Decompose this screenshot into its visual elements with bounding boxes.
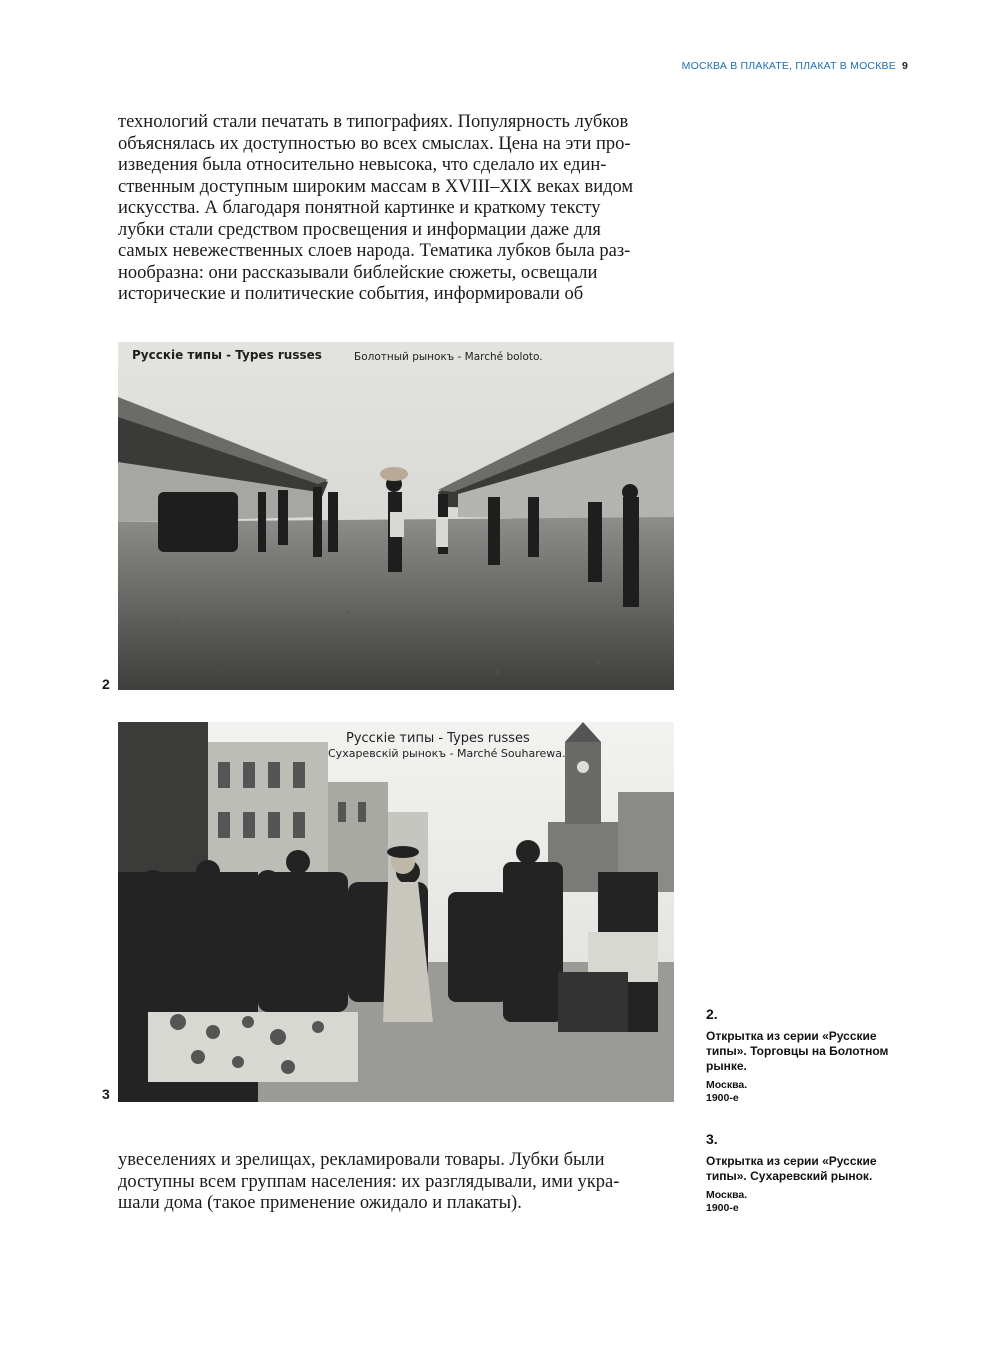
caption-place: Москва.: [706, 1189, 748, 1201]
text-line: объяснялась их доступностью во всех смыслах. Цена на эти про-: [118, 133, 631, 154]
text-line: нообразна: они рассказывали библейские сюжеты, освещали: [118, 262, 598, 283]
market-photo-illustration: [118, 722, 674, 1102]
figure-caption-3: [706, 1131, 916, 1215]
caption-title: Открытка из серии «Русские типы». Сухаревский рынок.: [706, 1154, 877, 1183]
figure-number: 2: [102, 676, 110, 692]
text-line: изведения была относительно невысока, что сделало их един-: [118, 155, 607, 175]
page-number: 9: [901, 60, 908, 72]
text-line: шали дома (такое применение ожидало и плакаты).: [118, 1193, 522, 1213]
text-line: увеселениях и зрелищах, рекламировали товары. Лубки были: [118, 1150, 605, 1170]
caption-place: Москва.: [706, 1079, 748, 1091]
figure-number: 3: [102, 1086, 110, 1102]
body-text-bottom: [118, 1150, 678, 1215]
text-line: технологий стали печатать в типографиях. Популярность лубков: [118, 112, 629, 132]
photo-caption-place: Болотный рынокъ - Marché boloto.: [354, 351, 543, 363]
running-head: [640, 60, 908, 72]
figure-caption-2: [706, 1006, 916, 1105]
caption-number: 3.: [706, 1131, 718, 1147]
running-title: МОСКВА В ПЛАКАТЕ, ПЛАКАТ В МОСКВЕ: [681, 60, 896, 72]
text-line: доступны всем группам населения: их разглядывали, ими укра-: [118, 1171, 620, 1192]
photo-bolotny-market: [118, 342, 674, 690]
text-line: исторические и политические события, информировали об: [118, 284, 584, 304]
text-line: самых невежественных слоев народа. Тематика лубков была раз-: [118, 241, 631, 261]
body-text-top: [118, 112, 678, 306]
market-photo-illustration: [118, 342, 674, 690]
photo-caption-series: Русскiе типы - Types russes: [132, 348, 322, 362]
text-line: искусства. А благодаря понятной картинке и краткому тексту: [118, 198, 601, 218]
photo-caption-place: Сухаревскiй рынокъ - Marché Souharewa.: [328, 747, 566, 760]
caption-date: 1900-е: [706, 1092, 739, 1104]
text-line: ственным доступным широким массам в XVIII–XIX веках видом: [118, 176, 634, 197]
caption-title: Открытка из серии «Русские типы». Торговцы на Болотном рынке.: [706, 1029, 889, 1073]
text-line: лубки стали средством просвещения и информации даже для: [118, 219, 601, 240]
photo-sukharevsky-market: [118, 722, 674, 1102]
caption-date: 1900-е: [706, 1202, 739, 1214]
photo-caption-series: Русскiе типы - Types russes: [346, 731, 530, 746]
caption-number: 2.: [706, 1006, 718, 1022]
